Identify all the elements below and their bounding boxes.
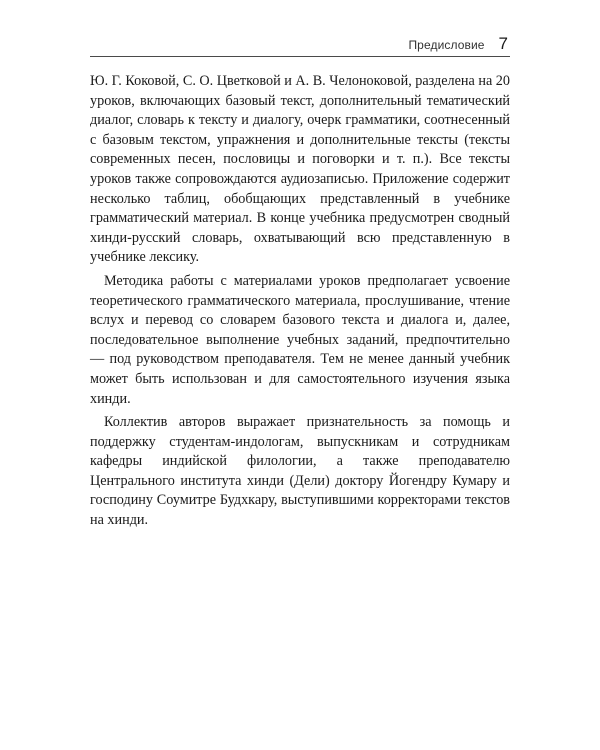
page-number: 7 <box>498 34 508 53</box>
header-rule <box>90 56 510 57</box>
paragraph-continuation: Ю. Г. Коковой, С. О. Цветковой и А. В. Челоноковой, разделена на 20 уроков, включающих базовый текст, дополнительный тематический диалог, словарь к тексту и диалогу, очерк грамматики, соотнесенный с базовым текстом, упражнения и дополнительные тексты (тексты современных песен, пословицы и поговорки и т. п.). Все тексты уроков также сопровождаются аудиозаписью. Приложение содержит несколько таблиц, обобщающих представленный в учебнике грамматический материал. В конце учебника предусмотрен сводный хинди-русский словарь, охватывающий всю представленную в учебнике лексику. <box>90 73 510 266</box>
body-text <box>90 72 510 531</box>
paragraph-methodology: Методика работы с материалами уроков предполагает усвоение теоретического грамматического материала, прослушивание, чтение вслух и перевод со словарем базового текста и диалога и, далее, последовательное выполнение учебных заданий, предпочтительно — под руководством преподавателя. Тем не менее данный учебник может быть использован и для самостоятельного изучения языка хинди. <box>90 272 510 407</box>
paragraph-acknowledgements: Коллектив авторов выражает признательность за помощь и поддержку студентам-индологам, выпускникам и сотрудникам кафедры индийской филологии, а также преподавателю Центрального института хинди (Дели) доктору Йогендру Кумару и господину Соумитре Будхкару, выступившими корректорами текстов на хинди. <box>90 414 510 529</box>
running-head <box>408 34 508 54</box>
section-title: Предисловие <box>408 38 485 52</box>
